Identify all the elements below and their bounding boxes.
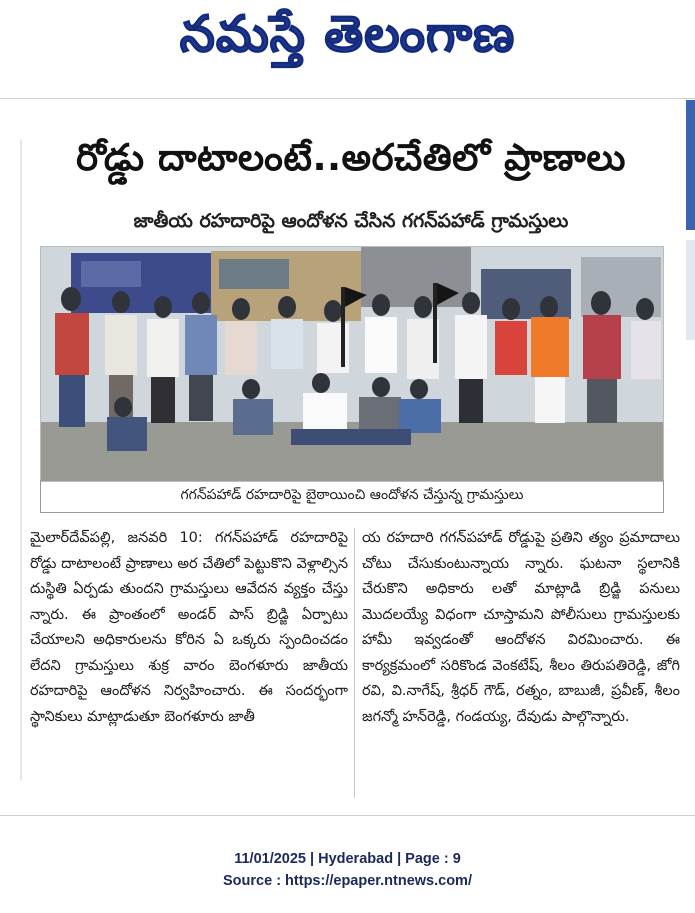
adjacent-article-edge-light	[686, 240, 695, 340]
photo-caption: గగన్‌పహాడ్ రహదారిపై బైఠాయించి ఆందోళన చేస్తున్న గ్రామస్తులు	[40, 480, 664, 513]
masthead-title: నమస్తే తెలంగాణ	[179, 4, 516, 63]
column-divider	[354, 528, 355, 798]
protest-photo	[40, 246, 664, 482]
newspaper-masthead	[0, 0, 695, 80]
article-headline: రోడ్డు దాటాలంటే..అరచేతిలో ప్రాణాలు	[76, 136, 626, 179]
masthead-divider	[0, 98, 695, 99]
article-bottom-rule	[0, 815, 695, 816]
article-body-column-left: మైలార్‌దేవ్‌పల్లి, జనవరి 10: గగన్‌పహాడ్ రహదారిపై రోడ్డు దాటాలంటే ప్రాణాలు అర చేతిలో పెట్టుకొని వెళ్లాల్సిన దుస్థితి ఏర్పడు తుందని గ్రామస్తులు ఆవేదన వ్యక్తం చేస్తు న్నారు. ఈ ప్రాంతంలో అండర్ పాస్ బ్రిడ్జి ఏర్పాటు చేయాలని అధికారులను కోరిన ఏ ఒక్కరు స్పందించడం లేదని గ్రామస్తులు శుక్ర వారం బెంగళూరు జాతీయ రహదారిపై ఆందోళన నిర్వహించారు. ఈ సందర్భంగా స్థానికులు మాట్లాడుతూ బెంగళూరు జాతీ	[30, 530, 348, 725]
source-link[interactable]: Source : https://epaper.ntnews.com/	[223, 873, 472, 889]
protest-photo-illustration	[41, 247, 663, 481]
edition-info: 11/01/2025 | Hyderabad | Page : 9	[234, 851, 461, 867]
article-body-column-right: య రహదారి గగన్‌పహాడ్ రోడ్డుపై ప్రతిని త్యం ప్రమాదాలు చోటు చేసుకుంటున్నాయ న్నారు. ఘటనా స్థలానికి చేరుకొని అధికారు లతో మాట్లాడి బ్రిడ్జి పనులు మొదలయ్యే విధంగా చూస్తామని పోలీసులు గ్రామస్తులకు హామీ ఇవ్వడంతో ఆందోళన విరమించారు. ఈ కార్యక్రమంలో సరికొండ వెంకటేష్, శీలం తిరుపతిరెడ్డి, జోగి రవి, వి.నాగేష్, శ్రీధర్ గౌడ్, రత్నం, బాబుజీ, ప్రవీణ్, శీలం జగన్మో హన్‌రెడ్డి, గండయ్య, దేవుడు పాల్గొన్నారు.	[362, 530, 680, 725]
adjacent-article-edge	[686, 100, 695, 230]
column-gutter-rule	[20, 140, 22, 780]
news-article	[26, 118, 680, 810]
article-subheadline: జాతీయ రహదారిపై ఆందోళన చేసిన గగన్‌పహాడ్ గ్రామస్తులు	[133, 210, 569, 232]
